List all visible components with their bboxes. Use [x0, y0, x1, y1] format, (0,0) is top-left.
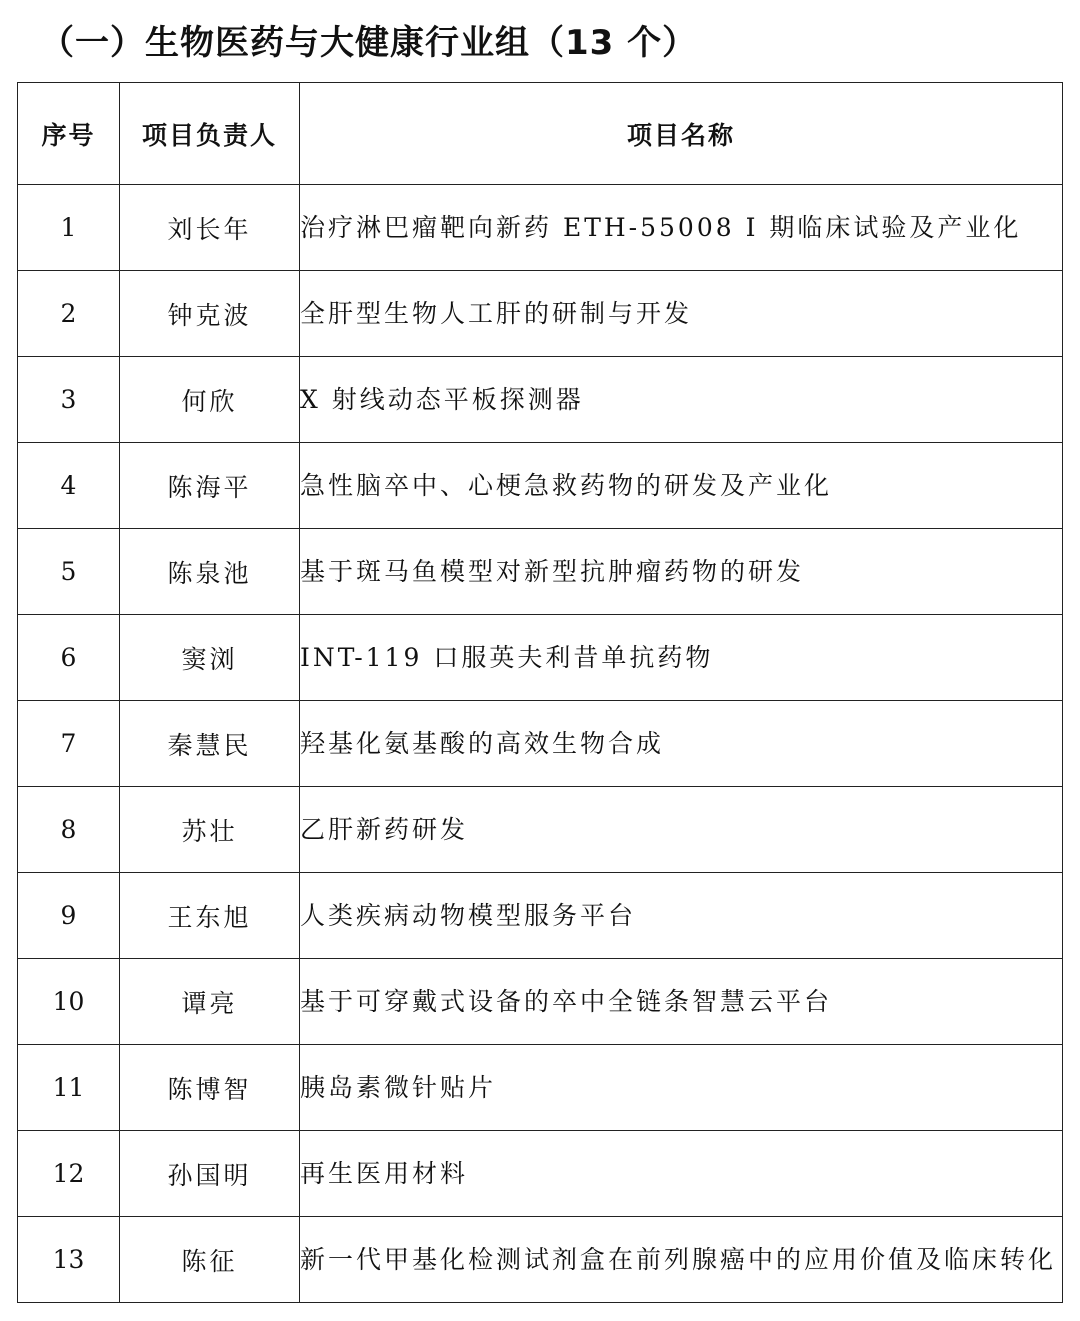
row-project-name: 羟基化氨基酸的高效生物合成	[300, 701, 1063, 787]
row-lead: 钟克波	[120, 271, 300, 357]
section-title: （一）生物医药与大健康行业组（13 个）	[40, 23, 698, 63]
row-project-name: INT-119 口服英夫利昔单抗药物	[300, 615, 1063, 701]
row-lead: 陈泉池	[120, 529, 300, 615]
row-project-name: 基于斑马鱼模型对新型抗肿瘤药物的研发	[300, 529, 1063, 615]
row-seq: 3	[18, 357, 120, 443]
table-row	[18, 271, 1063, 357]
table-row	[18, 615, 1063, 701]
table-row	[18, 1131, 1063, 1217]
row-project-name: 乙肝新药研发	[300, 787, 1063, 873]
row-seq: 9	[18, 873, 120, 959]
row-project-name: 新一代甲基化检测试剂盒在前列腺癌中的应用价值及临床转化	[300, 1217, 1063, 1303]
row-project-name: X 射线动态平板探测器	[300, 357, 1063, 443]
row-project-name: 治疗淋巴瘤靶向新药 ETH-55008 I 期临床试验及产业化	[300, 185, 1063, 271]
table-row	[18, 701, 1063, 787]
project-table	[17, 82, 1063, 1303]
row-project-name: 急性脑卒中、心梗急救药物的研发及产业化	[300, 443, 1063, 529]
row-seq: 4	[18, 443, 120, 529]
row-lead: 窦浏	[120, 615, 300, 701]
table-row	[18, 959, 1063, 1045]
table-row	[18, 443, 1063, 529]
table-row	[18, 529, 1063, 615]
row-seq: 11	[18, 1045, 120, 1131]
row-lead: 苏壮	[120, 787, 300, 873]
row-seq: 7	[18, 701, 120, 787]
row-seq: 1	[18, 185, 120, 271]
row-lead: 陈博智	[120, 1045, 300, 1131]
row-project-name: 再生医用材料	[300, 1131, 1063, 1217]
row-lead: 秦慧民	[120, 701, 300, 787]
table-row	[18, 1217, 1063, 1303]
row-seq: 12	[18, 1131, 120, 1217]
header-lead: 项目负责人	[120, 83, 300, 185]
row-lead: 陈海平	[120, 443, 300, 529]
row-project-name: 全肝型生物人工肝的研制与开发	[300, 271, 1063, 357]
row-lead: 谭亮	[120, 959, 300, 1045]
row-seq: 5	[18, 529, 120, 615]
row-lead: 何欣	[120, 357, 300, 443]
table-row	[18, 1045, 1063, 1131]
row-project-name: 基于可穿戴式设备的卒中全链条智慧云平台	[300, 959, 1063, 1045]
table-row	[18, 357, 1063, 443]
table-row	[18, 873, 1063, 959]
row-seq: 2	[18, 271, 120, 357]
row-seq: 13	[18, 1217, 120, 1303]
table-row	[18, 787, 1063, 873]
header-name: 项目名称	[300, 83, 1063, 185]
table-row	[18, 185, 1063, 271]
row-lead: 王东旭	[120, 873, 300, 959]
row-lead: 刘长年	[120, 185, 300, 271]
row-seq: 6	[18, 615, 120, 701]
row-project-name: 人类疾病动物模型服务平台	[300, 873, 1063, 959]
header-seq: 序号	[18, 83, 120, 185]
row-project-name: 胰岛素微针贴片	[300, 1045, 1063, 1131]
row-seq: 8	[18, 787, 120, 873]
row-lead: 孙国明	[120, 1131, 300, 1217]
row-seq: 10	[18, 959, 120, 1045]
table-header-row	[18, 83, 1063, 185]
row-lead: 陈征	[120, 1217, 300, 1303]
